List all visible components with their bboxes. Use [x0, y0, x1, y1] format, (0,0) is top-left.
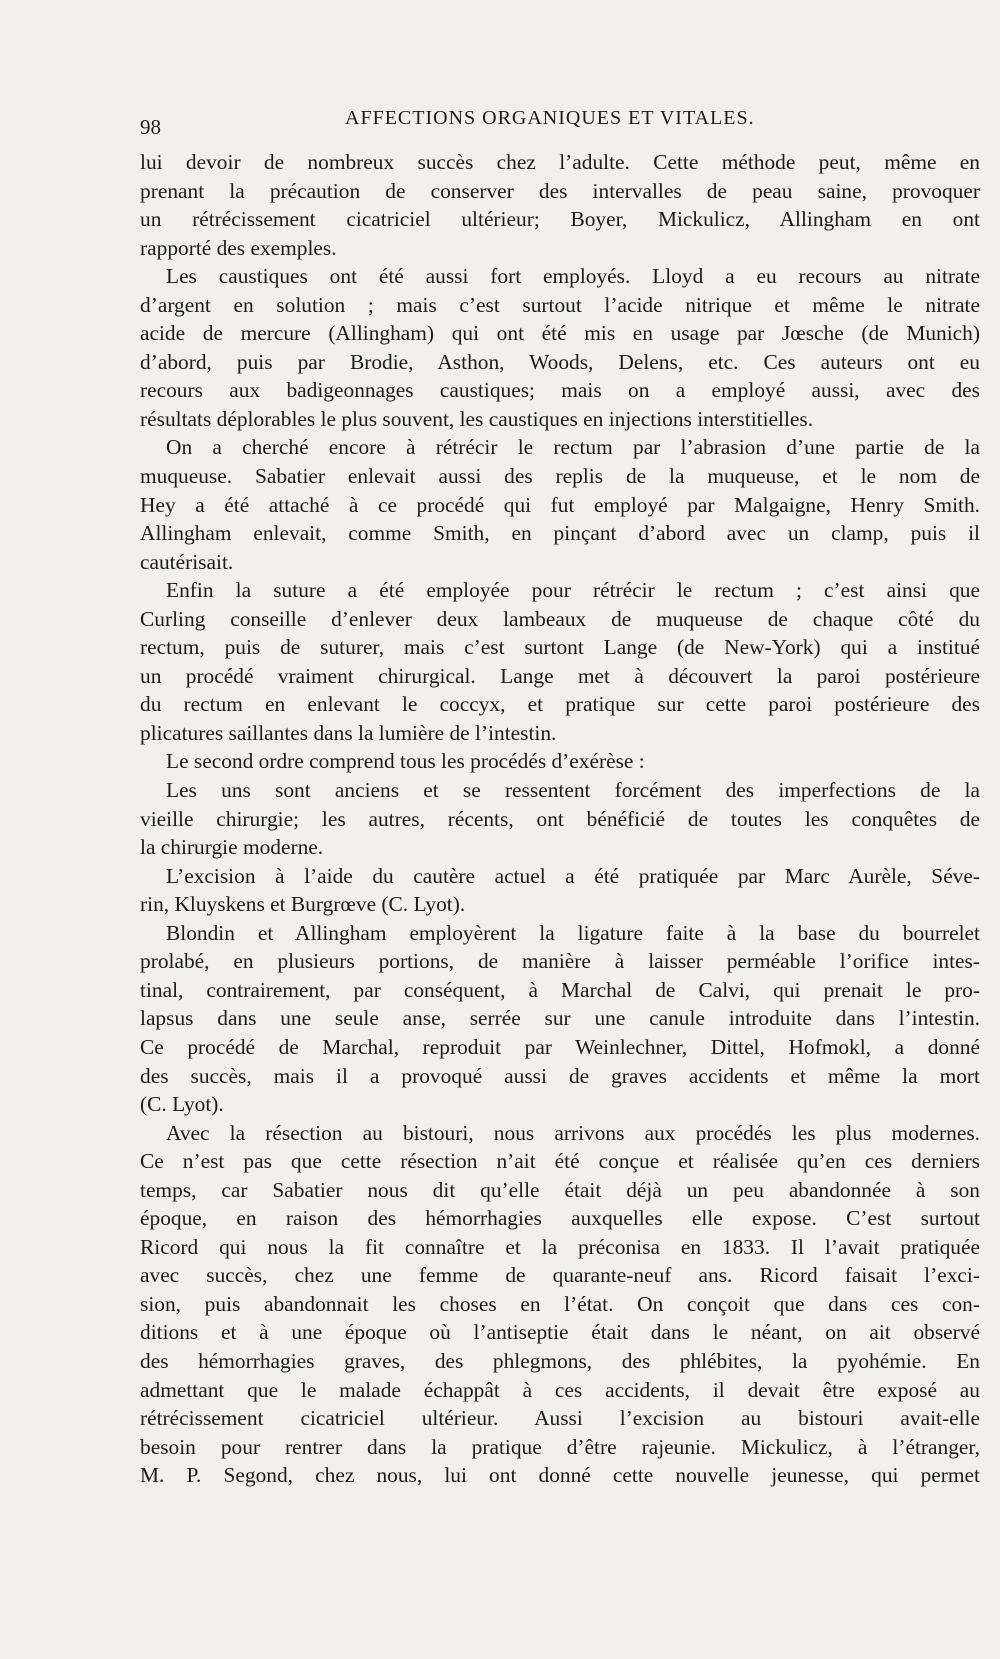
text-line: cautérisait.: [140, 549, 234, 574]
text-line: Les caustiques ont été aussi fort employés. Lloyd a eu recours au nitrate: [166, 264, 980, 289]
text-line: temps, car Sabatier nous dit qu’elle était déjà un peu abandonnée à son: [140, 1177, 980, 1202]
text-line: prolabé, en plusieurs portions, de manière à laisser perméable l’orifice intes-: [140, 949, 980, 974]
text-line: Curling conseille d’enlever deux lambeaux de muqueuse de chaque côté du: [140, 606, 980, 631]
text-line: la chirurgie moderne.: [140, 835, 324, 860]
text-line: rapporté des exemples.: [140, 235, 337, 260]
text-line: un procédé vraiment chirurgical. Lange met à découvert la paroi postérieure: [140, 663, 980, 688]
text-line: (C. Lyot).: [140, 1092, 224, 1117]
text-line: d’argent en solution ; mais c’est surtout l’acide nitrique et même le nitrate: [140, 292, 980, 317]
text-line: ditions et à une époque où l’antiseptie était dans le néant, on ait observé: [140, 1320, 980, 1345]
text-line: prenant la précaution de conserver des intervalles de peau saine, provoquer: [140, 178, 980, 203]
page-number: 98: [140, 115, 161, 139]
body-text: [140, 148, 980, 1490]
text-line: Avec la résection au bistouri, nous arrivons aux procédés les plus modernes.: [166, 1120, 980, 1145]
text-line: un rétrécissement cicatriciel ultérieur; Boyer, Mickulicz, Allingham en ont: [140, 207, 980, 232]
text-line: muqueuse. Sabatier enlevait aussi des replis de la muqueuse, et le nom de: [140, 464, 980, 489]
text-line: lui devoir de nombreux succès chez l’adulte. Cette méthode peut, même en: [140, 150, 980, 174]
text-line: Le second ordre comprend tous les procédés d’exérèse :: [166, 749, 645, 774]
text-line: des hémorrhagies graves, des phlegmons, des phlébites, la pyohémie. En: [140, 1348, 980, 1373]
text-line: d’abord, puis par Brodie, Asthon, Woods, Delens, etc. Ces auteurs ont eu: [140, 349, 980, 374]
text-line: Enfin la suture a été employée pour rétrécir le rectum ; c’est ainsi que: [166, 578, 980, 603]
text-line: M. P. Segond, chez nous, lui ont donné cette nouvelle jeunesse, qui permet: [140, 1463, 980, 1488]
text-line: On a cherché encore à rétrécir le rectum par l’abrasion d’une partie de la: [166, 435, 980, 460]
text-line: Blondin et Allingham employèrent la ligature faite à la base du bourrelet: [166, 920, 980, 945]
text-line: admettant que le malade échappât à ces accidents, il devait être exposé au: [140, 1377, 980, 1402]
text-line: L’excision à l’aide du cautère actuel a été pratiquée par Marc Aurèle, Séve-: [166, 863, 980, 888]
text-line: Ricord qui nous la fit connaître et la préconisa en 1833. Il l’avait pratiquée: [140, 1234, 980, 1259]
text-line: vieille chirurgie; les autres, récents, ont bénéficié de toutes les conquêtes de: [140, 806, 980, 831]
text-line: Ce procédé de Marchal, reproduit par Weinlechner, Dittel, Hofmokl, a donné: [140, 1034, 980, 1059]
text-line: rétrécissement cicatriciel ultérieur. Aussi l’excision au bistouri avait-elle: [140, 1406, 980, 1431]
text-line: rectum, puis de suturer, mais c’est surtont Lange (de New-York) qui a institué: [140, 635, 980, 660]
text-line: du rectum en enlevant le coccyx, et pratique sur cette paroi postérieure des: [140, 692, 980, 717]
text-line: sion, puis abandonnait les choses en l’état. On conçoit que dans ces con-: [140, 1291, 980, 1316]
page-header: [140, 107, 980, 143]
text-line: lapsus dans une seule anse, serrée sur une canule introduite dans l’intestin.: [140, 1006, 980, 1031]
text-line: Hey a été attaché à ce procédé qui fut employé par Malgaigne, Henry Smith.: [140, 492, 980, 517]
text-line: Les uns sont anciens et se ressentent forcément des imperfections de la: [166, 778, 980, 803]
text-line: plicatures saillantes dans la lumière de l’intestin.: [140, 720, 557, 745]
text-line: besoin pour rentrer dans la pratique d’être rajeunie. Mickulicz, à l’étranger,: [140, 1434, 980, 1459]
text-line: Ce n’est pas que cette résection n’ait été conçue et réalisée qu’en ces derniers: [140, 1149, 980, 1174]
text-line: rin, Kluyskens et Burgrœve (C. Lyot).: [140, 892, 466, 917]
running-head: AFFECTIONS ORGANIQUES ET VITALES.: [345, 107, 755, 129]
text-line: acide de mercure (Allingham) qui ont été mis en usage par Jœsche (de Munich): [140, 321, 980, 346]
text-line: Allingham enlevait, comme Smith, en pinçant d’abord avec un clamp, puis il: [140, 521, 980, 546]
text-line: résultats déplorables le plus souvent, les caustiques en injections interstitielles.: [140, 406, 814, 431]
text-line: avec succès, chez une femme de quarante-neuf ans. Ricord faisait l’exci-: [140, 1263, 980, 1288]
text-line: recours aux badigeonnages caustiques; mais on a employé aussi, avec des: [140, 378, 980, 403]
text-line: époque, en raison des hémorrhagies auxquelles elle expose. C’est surtout: [140, 1206, 980, 1231]
text-line: des succès, mais il a provoqué aussi de graves accidents et même la mort: [140, 1063, 980, 1088]
text-line: tinal, contrairement, par conséquent, à Marchal de Calvi, qui prenait le pro-: [140, 977, 980, 1002]
